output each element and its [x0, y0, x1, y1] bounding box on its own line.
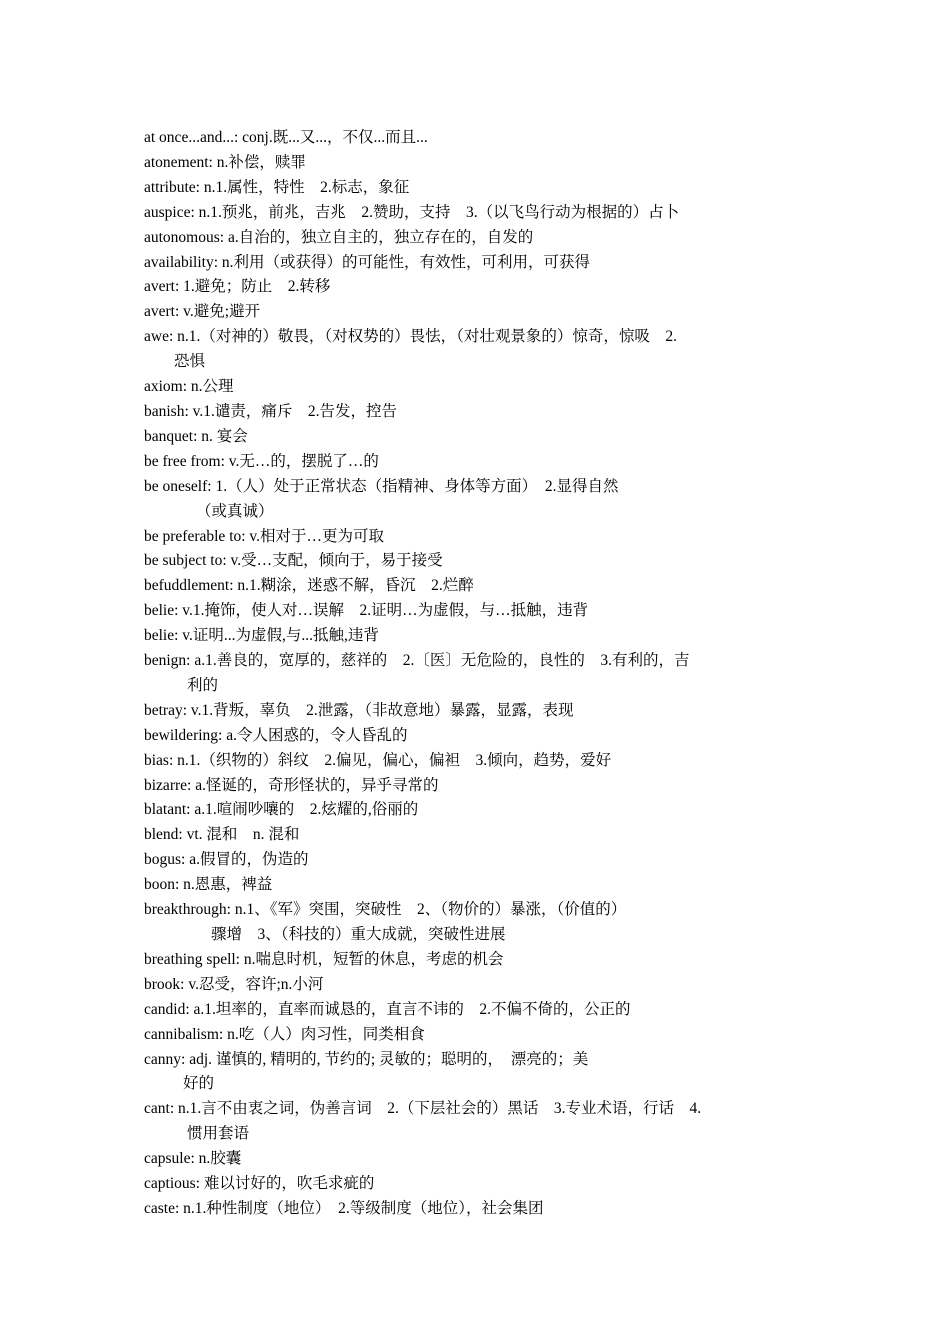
glossary-entry — [144, 898, 764, 948]
glossary-entry — [144, 649, 764, 699]
entry-text: be subject to: v.受…支配，倾向于，易于接受 — [144, 552, 443, 570]
entry-text: bogus: a.假冒的，伪造的 — [144, 851, 309, 869]
entry-text: banquet: n. 宴会 — [144, 427, 248, 445]
entry-continuation: 恐惧 — [174, 353, 206, 371]
entry-text: bizarre: a.怪诞的，奇形怪状的，异乎寻常的 — [144, 776, 439, 794]
glossary-entry — [144, 998, 764, 1023]
entry-text: bias: n.1.（织物的）斜纹 2.偏见，偏心，偏袒 3.倾向，趋势，爱好 — [144, 751, 612, 769]
entry-text: caste: n.1.种性制度（地位） 2.等级制度（地位），社会集团 — [144, 1199, 544, 1217]
entry-text: brook: v.忍受，容许;n.小河 — [144, 975, 324, 993]
entry-text: avert: 1.避免；防止 2.转移 — [144, 278, 331, 296]
glossary-entry — [144, 176, 764, 201]
glossary-entry — [144, 1023, 764, 1048]
glossary-entry — [144, 300, 764, 325]
entry-text: availability: n.利用（或获得）的可能性，有效性，可利用，可获得 — [144, 253, 591, 271]
glossary-entry — [144, 1172, 764, 1197]
glossary-entry — [144, 624, 764, 649]
entry-text: avert: v.避免;避开 — [144, 303, 261, 321]
entry-text: be free from: v.无…的，摆脱了…的 — [144, 452, 379, 470]
entry-text: belie: v.1.掩饰，使人对…误解 2.证明…为虚假，与…抵触，违背 — [144, 602, 589, 620]
entry-text: autonomous: a.自治的，独立自主的，独立存在的，自发的 — [144, 228, 534, 246]
glossary-entry — [144, 201, 764, 226]
glossary-entry — [144, 873, 764, 898]
entry-text: candid: a.1.坦率的，直率而诚恳的，直言不讳的 2.不偏不倚的，公正的 — [144, 1000, 631, 1018]
entry-text: canny: adj. 谨慎的, 精明的, 节约的; 灵敏的；聪明的， 漂亮的；美 — [144, 1050, 589, 1068]
glossary-entry — [144, 400, 764, 425]
entry-continuation: 利的 — [187, 676, 219, 694]
entry-text: banish: v.1.谴责，痛斥 2.告发，控告 — [144, 402, 398, 420]
glossary-entry — [144, 151, 764, 176]
entry-text: betray: v.1.背叛，辜负 2.泄露，（非故意地）暴露，显露，表现 — [144, 701, 574, 719]
entry-text: breathing spell: n.喘息时机，短暂的休息，考虑的机会 — [144, 950, 504, 968]
glossary-entry — [144, 749, 764, 774]
entry-continuation: （或真诚） — [196, 502, 274, 520]
entry-text: cannibalism: n.吃（人）肉习性，同类相食 — [144, 1025, 425, 1043]
glossary-entry — [144, 275, 764, 300]
entry-text: benign: a.1.善良的，宽厚的，慈祥的 2.〔医〕无危险的，良性的 3.有利的，吉 — [144, 652, 690, 670]
glossary-entry — [144, 848, 764, 873]
glossary-entry — [144, 226, 764, 251]
glossary-entry — [144, 798, 764, 823]
glossary-entry — [144, 549, 764, 574]
glossary-entry — [144, 475, 764, 525]
entry-text: belie: v.证明...为虚假,与...抵触,违背 — [144, 627, 379, 645]
glossary-entry — [144, 1147, 764, 1172]
entry-continuation: 好的 — [183, 1075, 215, 1093]
entry-text: bewildering: a.令人困惑的，令人昏乱的 — [144, 726, 408, 744]
glossary-entry — [144, 375, 764, 400]
entry-text: boon: n.恩惠，裨益 — [144, 876, 273, 894]
glossary-entry — [144, 1048, 764, 1098]
glossary-entry — [144, 251, 764, 276]
entry-continuation: 惯用套语 — [187, 1125, 250, 1143]
entry-text: attribute: n.1.属性，特性 2.标志，象征 — [144, 178, 410, 196]
entry-text: cant: n.1.言不由衷之词，伪善言词 2.（下层社会的）黑话 3.专业术语，行话 4. — [144, 1100, 702, 1118]
entry-text: auspice: n.1.预兆，前兆，吉兆 2.赞助，支持 3.（以飞鸟行动为根据的）占卜 — [144, 203, 680, 221]
glossary-entry — [144, 1197, 764, 1222]
glossary-list — [144, 126, 764, 1222]
glossary-entry — [144, 599, 764, 624]
glossary-entry — [144, 126, 764, 151]
entry-text: atonement: n.补偿，赎罪 — [144, 153, 306, 171]
glossary-entry — [144, 450, 764, 475]
glossary-entry — [144, 525, 764, 550]
glossary-entry — [144, 724, 764, 749]
entry-text: blatant: a.1.喧闹吵嚷的 2.炫耀的,俗丽的 — [144, 801, 419, 819]
entry-text: be oneself: 1.（人）处于正常状态（指精神、身体等方面） 2.显得自然 — [144, 477, 619, 495]
glossary-entry — [144, 425, 764, 450]
glossary-entry — [144, 1097, 764, 1147]
entry-text: breakthrough: n.1、《军》突围，突破性 2、（物价的）暴涨，（价值的） — [144, 901, 627, 919]
entry-text: axiom: n.公理 — [144, 378, 234, 396]
entry-text: befuddlement: n.1.糊涂，迷惑不解，昏沉 2.烂醉 — [144, 577, 474, 595]
entry-continuation: 骤增 3、（科技的）重大成就，突破性进展 — [211, 926, 506, 943]
entry-text: awe: n.1.（对神的）敬畏，（对权势的）畏怯，（对壮观景象的）惊奇，惊吸 2. — [144, 328, 678, 346]
entry-text: capsule: n.胶囊 — [144, 1150, 242, 1168]
glossary-entry — [144, 973, 764, 998]
entry-text: at once...and...: conj.既...又...，不仅...而且... — [144, 129, 428, 146]
entry-text: captious: 难以讨好的，吹毛求疵的 — [144, 1175, 375, 1193]
glossary-entry — [144, 774, 764, 799]
glossary-entry — [144, 325, 764, 375]
glossary-entry — [144, 574, 764, 599]
glossary-entry — [144, 823, 764, 848]
entry-text: blend: vt. 混和 n. 混和 — [144, 826, 300, 844]
entry-text: be preferable to: v.相对于…更为可取 — [144, 527, 385, 545]
glossary-entry — [144, 948, 764, 973]
glossary-entry — [144, 699, 764, 724]
